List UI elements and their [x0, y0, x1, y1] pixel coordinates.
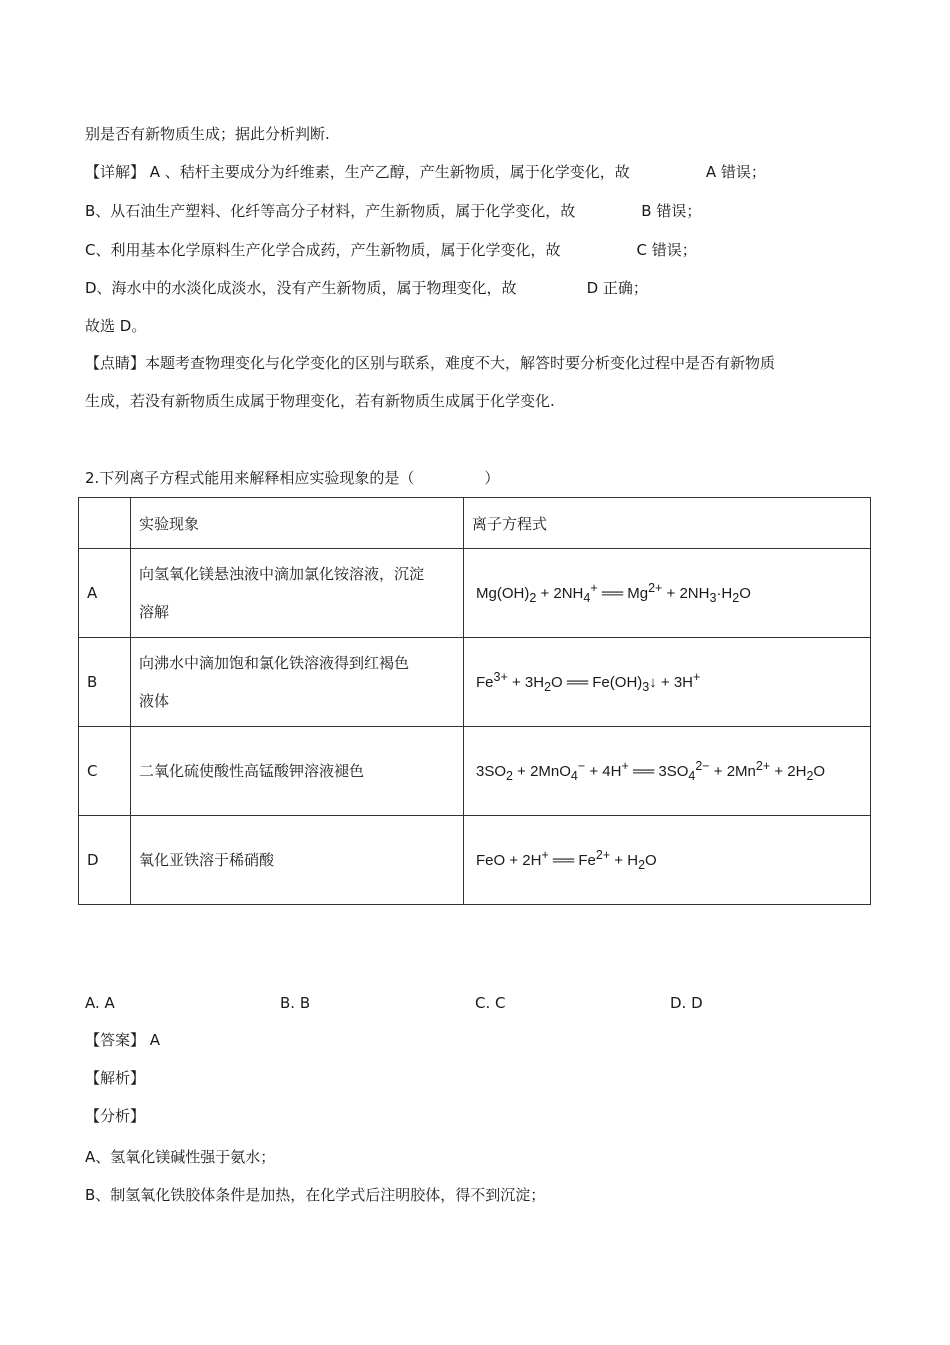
analysis-tag: 【解析】 [85, 1069, 146, 1087]
analysis-point-a: A、氢氧化镁碱性强于氨水； [85, 1148, 276, 1166]
row-label: D [79, 816, 131, 905]
table-row [79, 727, 871, 816]
intro-line-1: 别是否有新物质生成；据此分析判断. [85, 125, 330, 143]
table-row [79, 638, 871, 727]
row-description: 向氢氧化镁悬浊液中滴加氯化铵溶液，沉淀 溶解 [131, 549, 464, 638]
detail-line-d: D、海水中的水淡化成淡水，没有产生新物质，属于物理变化，故 D 正确； [85, 279, 648, 297]
option-c: C. C [475, 994, 506, 1012]
row-description: 向沸水中滴加饱和氯化铁溶液得到红褐色 液体 [131, 638, 464, 727]
option-d: D. D [670, 994, 703, 1012]
option-a: A. A [85, 994, 115, 1012]
analysis-point-b: B、制氢氧化铁胶体条件是加热，在化学式后注明胶体，得不到沉淀； [85, 1186, 546, 1204]
header-cell-phenomenon: 实验现象 [131, 498, 464, 549]
row-description: 氧化亚铁溶于稀硝酸 [131, 816, 464, 905]
equation-d: FeO + 2H+ ══ $Fe^{2+} + H_2O$ [464, 816, 871, 905]
answer-line: 【答案】 A [85, 1031, 161, 1049]
header-cell-label [79, 498, 131, 549]
option-b: B. B [280, 994, 311, 1012]
equation-b: $Fe^{3+} + 3H_2O$ ══ $Fe(OH)_3↓ + 3H^+$ [464, 638, 871, 727]
row-label: A [79, 549, 131, 638]
header-cell-equation: 离子方程式 [464, 498, 871, 549]
experiment-table [78, 497, 871, 905]
tip-line-2: 生成，若没有新物质生成属于物理变化，若有新物质生成属于化学变化. [85, 392, 555, 410]
conclusion-line: 故选 D。 [85, 317, 147, 335]
detail-line-c: C、利用基本化学原料生产化学合成药，产生新物质，属于化学变化，故 C 错误； [85, 241, 697, 259]
detail-line-b: B、从石油生产塑料、化纤等高分子材料，产生新物质，属于化学变化，故 B 错误； [85, 202, 702, 220]
equation-c: $3SO_2 + 2MnO_4^- + 4H^+$ ══ $3SO_4^{2-} + 2Mn^{2+} + 2H_2O$ [464, 727, 871, 816]
tip-line-1: 【点睛】本题考查物理变化与化学变化的区别与联系，难度不大，解答时要分析变化过程中是否有新物质 [85, 354, 776, 372]
table-row [79, 816, 871, 905]
row-description: 二氧化硫使酸性高锰酸钾溶液褪色 [131, 727, 464, 816]
table-header-row [79, 498, 871, 549]
fenxi-tag: 【分析】 [85, 1107, 146, 1125]
detail-line-a: 【详解】 A 、秸杆主要成分为纤维素，生产乙醇，产生新物质，属于化学变化，故 A 错误； [85, 163, 766, 181]
table-row [79, 549, 871, 638]
question-stem: 2.下列离子方程式能用来解释相应实验现象的是（ ） [85, 469, 500, 487]
row-label: C [79, 727, 131, 816]
row-label: B [79, 638, 131, 727]
equation-a: $Mg(OH)_2 + 2NH_4^+$ ══ $Mg^{2+} + 2NH_3\cdot H_2O$ [464, 549, 871, 638]
